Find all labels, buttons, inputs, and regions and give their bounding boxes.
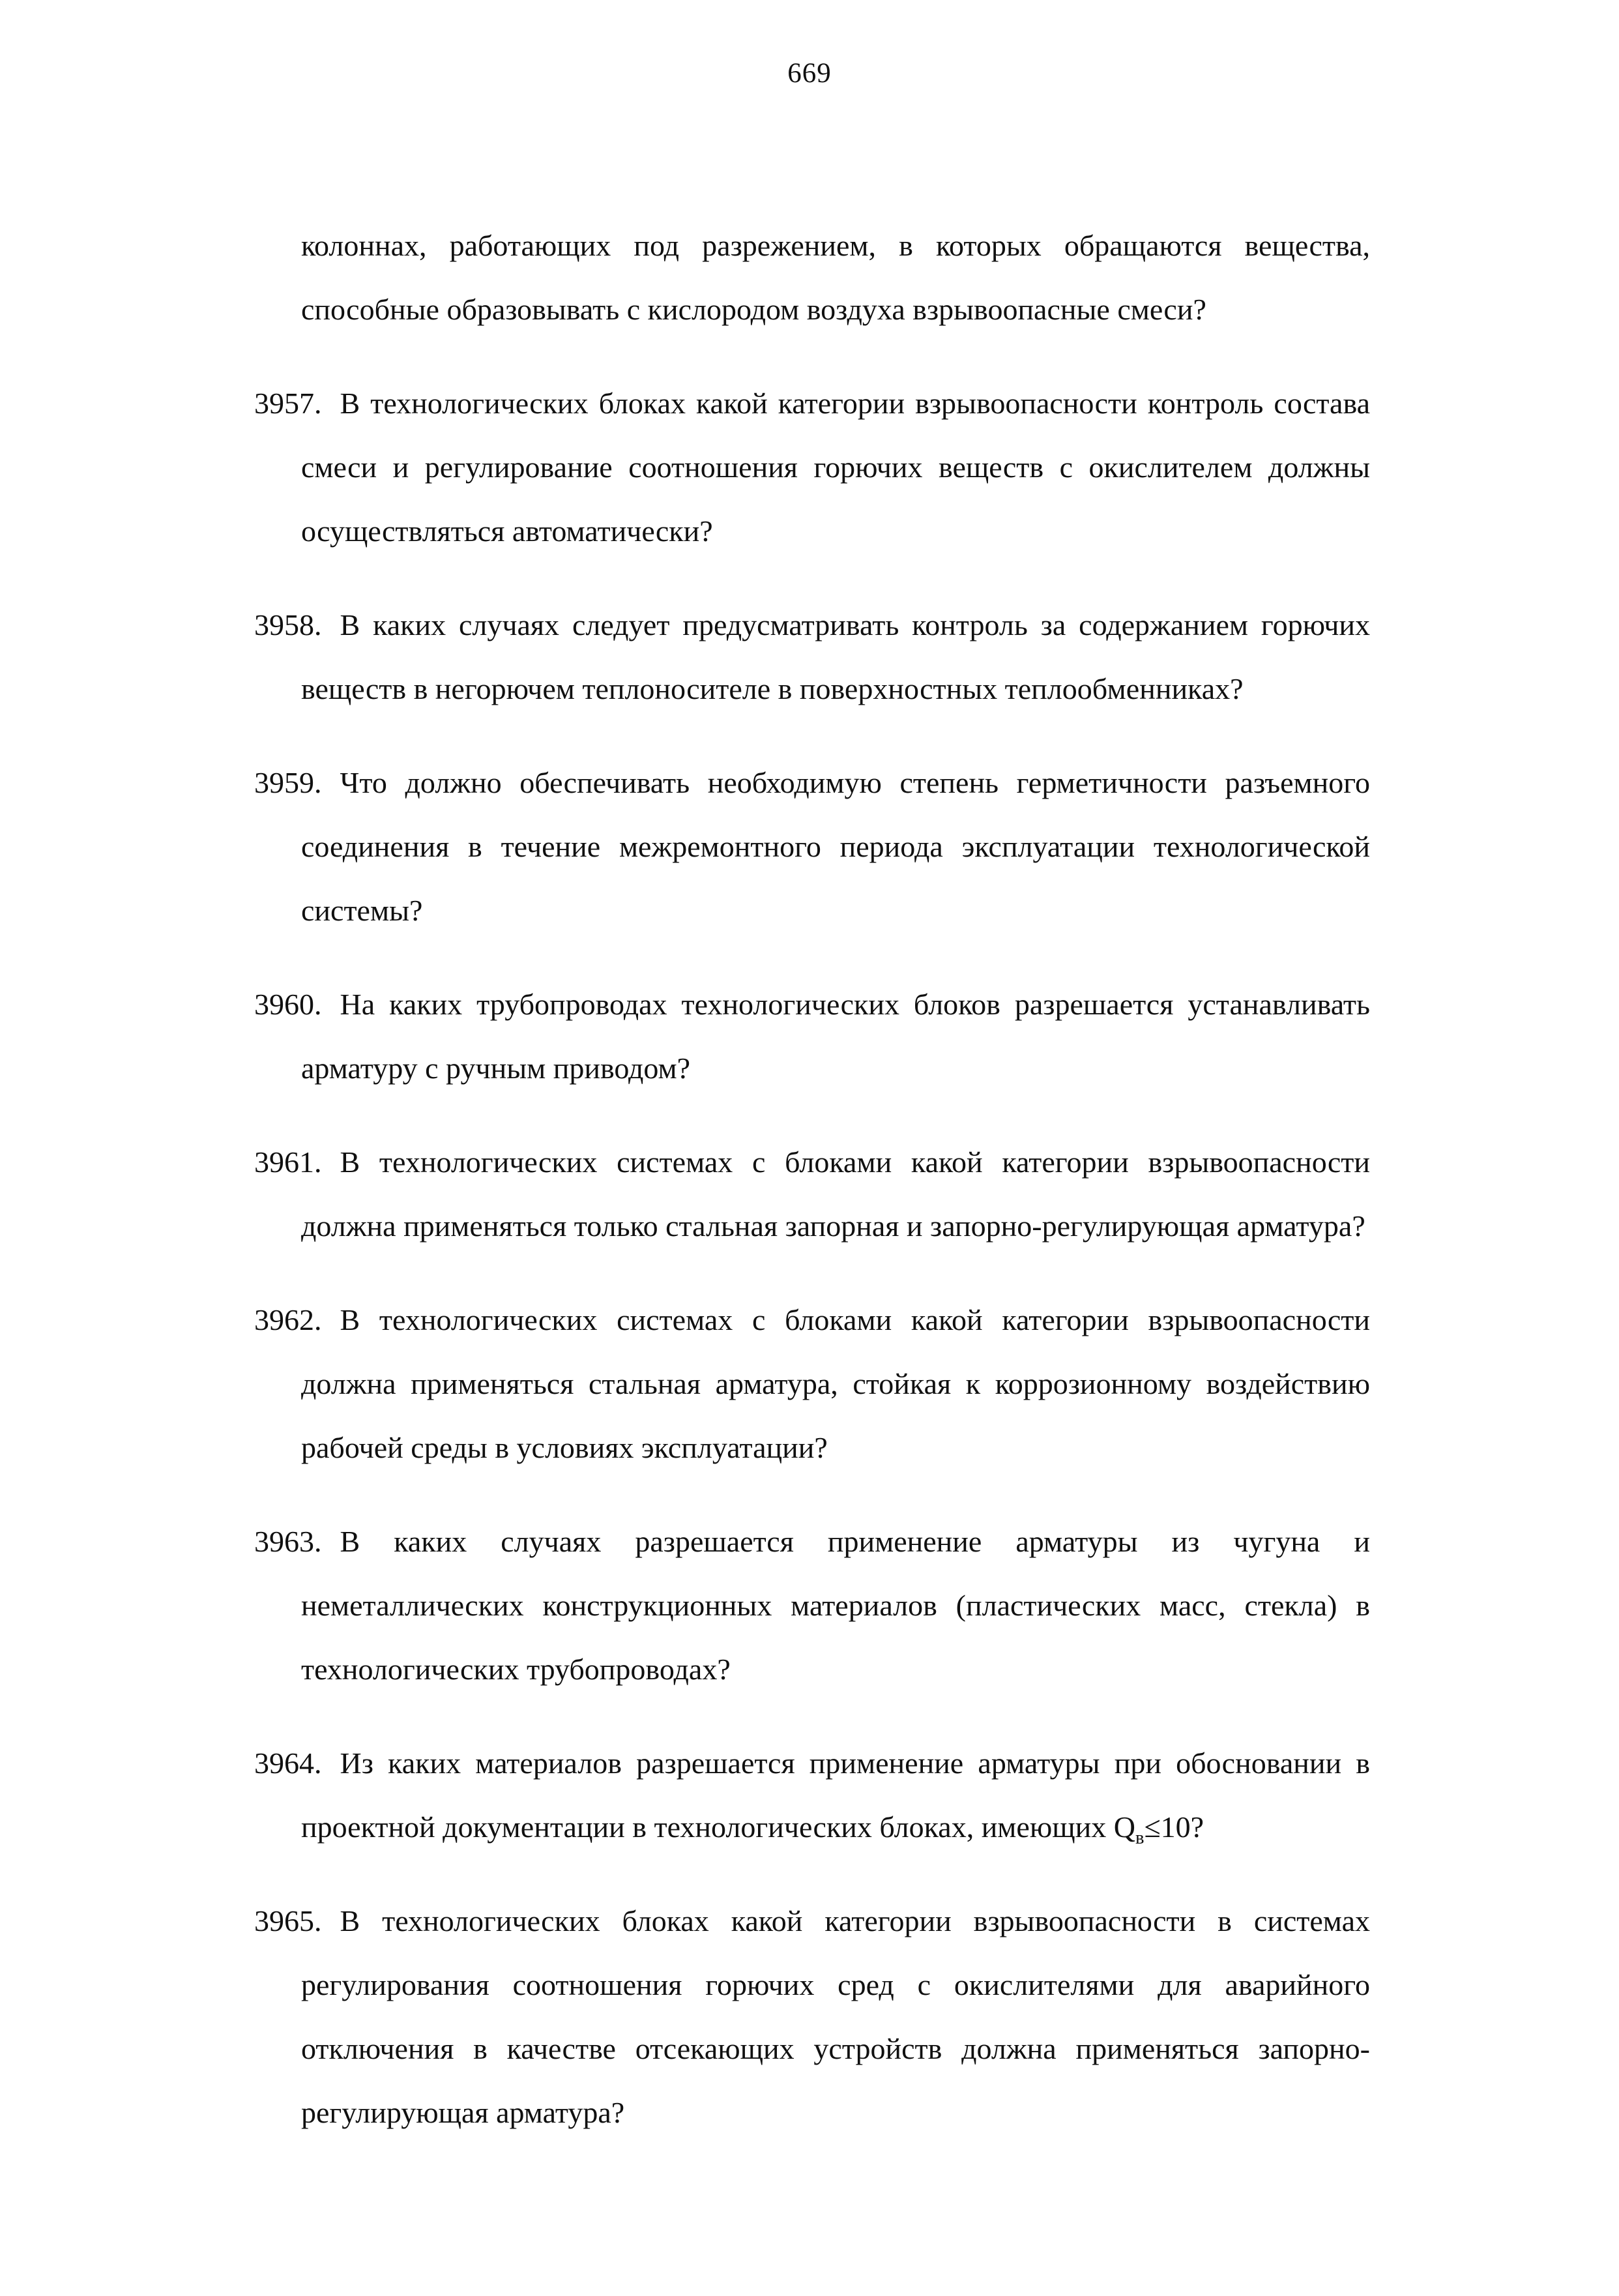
question-text: В технологических системах с блоками какой категории взрывоопасности должна применяться стальная арматура, стойкая к коррозионному воздействию рабочей среды в условиях эксплуатации?: [301, 1303, 1370, 1464]
question-item: [254, 593, 1370, 721]
question-item: [254, 751, 1370, 943]
question-text: Что должно обеспечивать необходимую степень герметичности разъемного соединения в течение межремонтного периода эксплуатации технологической системы?: [301, 766, 1370, 927]
question-number: 3958.: [254, 608, 322, 641]
paragraph-continuation: колоннах, работающих под разрежением, в которых обращаются вещества, способные образовывать с кислородом воздуха взрывоопасные смеси?: [301, 229, 1370, 326]
question-text: В технологических блоках какой категории взрывоопасности контроль состава смеси и регулирование соотношения горючих веществ с окислителем должны осуществляться автоматически?: [301, 387, 1370, 548]
question-number: 3965.: [254, 1904, 322, 1937]
question-number: 3963.: [254, 1525, 322, 1558]
question-number: 3957.: [254, 387, 322, 420]
question-number: 3964.: [254, 1746, 322, 1780]
page-number: 669: [787, 58, 832, 89]
question-item: [254, 1889, 1370, 2145]
question-text-subscript: в: [1135, 1828, 1145, 1849]
question-item: [254, 1288, 1370, 1480]
question-item: [254, 372, 1370, 563]
question-text: В каких случаях следует предусматривать контроль за содержанием горючих веществ в негорючем теплоносителе в поверхностных теплообменниках?: [301, 608, 1370, 705]
question-number: 3961.: [254, 1145, 322, 1179]
question-item: [254, 1731, 1370, 1859]
question-item: [254, 973, 1370, 1100]
question-number: 3960.: [254, 988, 322, 1021]
question-number: 3959.: [254, 766, 322, 799]
question-text: Из каких материалов разрешается применение арматуры при обосновании в проектной документации в технологических блоках, имеющих Q: [301, 1746, 1370, 1844]
question-item: [254, 1510, 1370, 1701]
question-text: В технологических системах с блоками какой категории взрывоопасности должна применяться только стальная запорная и запорно-регулирующая арматура?: [301, 1145, 1370, 1243]
question-text: В технологических блоках какой категории взрывоопасности в системах регулирования соотношения горючих сред с окислителями для аварийного отключения в качестве отсекающих устройств должна применяться запорно-регулирующая арматура?: [301, 1904, 1370, 2129]
question-item: [254, 1130, 1370, 1258]
question-number: 3962.: [254, 1303, 322, 1336]
document-body: [254, 184, 1370, 2175]
question-text-tail: ≤10?: [1144, 1810, 1204, 1844]
question-text: На каких трубопроводах технологических блоков разрешается устанавливать арматуру с ручным приводом?: [301, 988, 1370, 1085]
question-text: В каких случаях разрешается применение арматуры из чугуна и неметаллических конструкционных материалов (пластических масс, стекла) в технологических трубопроводах?: [301, 1525, 1370, 1686]
